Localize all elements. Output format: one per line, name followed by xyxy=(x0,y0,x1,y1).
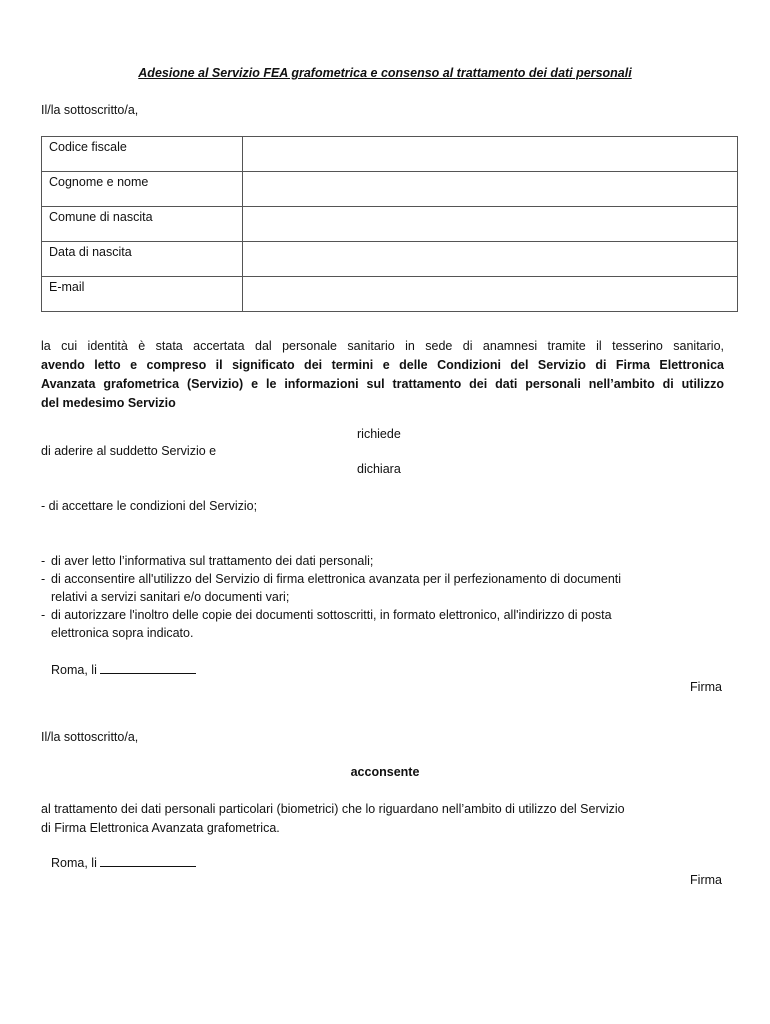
table-row xyxy=(42,137,738,172)
document-title: Adesione al Servizio FEA grafometrica e consenso al trattamento dei dati personali xyxy=(138,66,632,80)
place-date-2 xyxy=(51,855,196,870)
aderire-text: di aderire al suddetto Servizio e xyxy=(41,444,217,458)
personal-data-table xyxy=(41,136,738,312)
identity-paragraph xyxy=(41,337,724,413)
place-date-1 xyxy=(51,662,196,677)
list-item-continuation: relativi a servizi sanitari e/o documenti vari; xyxy=(51,590,290,604)
accept-conditions-text: di accettare le condizioni del Servizio; xyxy=(48,499,258,513)
cognome-nome-field[interactable] xyxy=(243,172,738,207)
consent-line: al trattamento dei dati personali particolari (biometrici) che lo riguardano nell’ambito di utilizzo del Servizio xyxy=(41,802,625,816)
row-label-email: E-mail xyxy=(42,277,243,312)
data-nascita-field[interactable] xyxy=(243,242,738,277)
intro-text: Il/la sottoscritto/a, xyxy=(41,103,139,117)
list-item: - di aver letto l’informativa sul trattamento dei dati personali; xyxy=(41,554,374,568)
acconsente-heading: acconsente xyxy=(350,765,420,779)
table-row xyxy=(42,277,738,312)
email-field[interactable] xyxy=(243,277,738,312)
row-label-data-nascita: Data di nascita xyxy=(42,242,243,277)
identity-line: del medesimo Servizio xyxy=(41,396,176,410)
table-row xyxy=(42,207,738,242)
identity-line: avendo letto e compreso il significato dei termini e delle Condizioni del Servizio di Firma Elettronica xyxy=(41,358,724,372)
identity-line: Avanzata grafometrica (Servizio) e le informazioni sul trattamento dei dati personali nell’ambito di utilizzo xyxy=(41,377,724,391)
codice-fiscale-field[interactable] xyxy=(243,137,738,172)
row-label-cognome-nome: Cognome e nome xyxy=(42,172,243,207)
row-label-comune-nascita: Comune di nascita xyxy=(42,207,243,242)
date-line[interactable] xyxy=(100,662,196,674)
richiede-text: richiede xyxy=(357,427,401,441)
comune-nascita-field[interactable] xyxy=(243,207,738,242)
list-item: - di autorizzare l'inoltro delle copie dei documenti sottoscritti, in formato elettronico, all'indirizzo di posta xyxy=(41,608,612,622)
list-item-continuation: elettronica sopra indicato. xyxy=(51,626,194,640)
declarations-list xyxy=(41,552,731,642)
firma-label-2: Firma xyxy=(690,873,722,887)
place-date-label: Roma, li xyxy=(51,856,97,870)
dichiara-text: dichiara xyxy=(357,462,401,476)
place-date-label: Roma, li xyxy=(51,663,97,677)
identity-line: la cui identità è stata accertata dal personale sanitario in sede di anamnesi tramite il tesserino sanitario, xyxy=(41,339,724,353)
date-line[interactable] xyxy=(100,855,196,867)
consent-line: di Firma Elettronica Avanzata grafometrica. xyxy=(41,821,280,835)
table-row xyxy=(42,172,738,207)
consent-paragraph xyxy=(41,800,724,838)
accept-conditions-item: - di accettare le condizioni del Servizio; xyxy=(41,499,258,513)
intro-text-2: Il/la sottoscritto/a, xyxy=(41,730,139,744)
list-item: - di acconsentire all'utilizzo del Servizio di firma elettronica avanzata per il perfezionamento di documenti xyxy=(41,572,622,586)
table-row xyxy=(42,242,738,277)
row-label-codice-fiscale: Codice fiscale xyxy=(42,137,243,172)
firma-label-1: Firma xyxy=(690,680,722,694)
